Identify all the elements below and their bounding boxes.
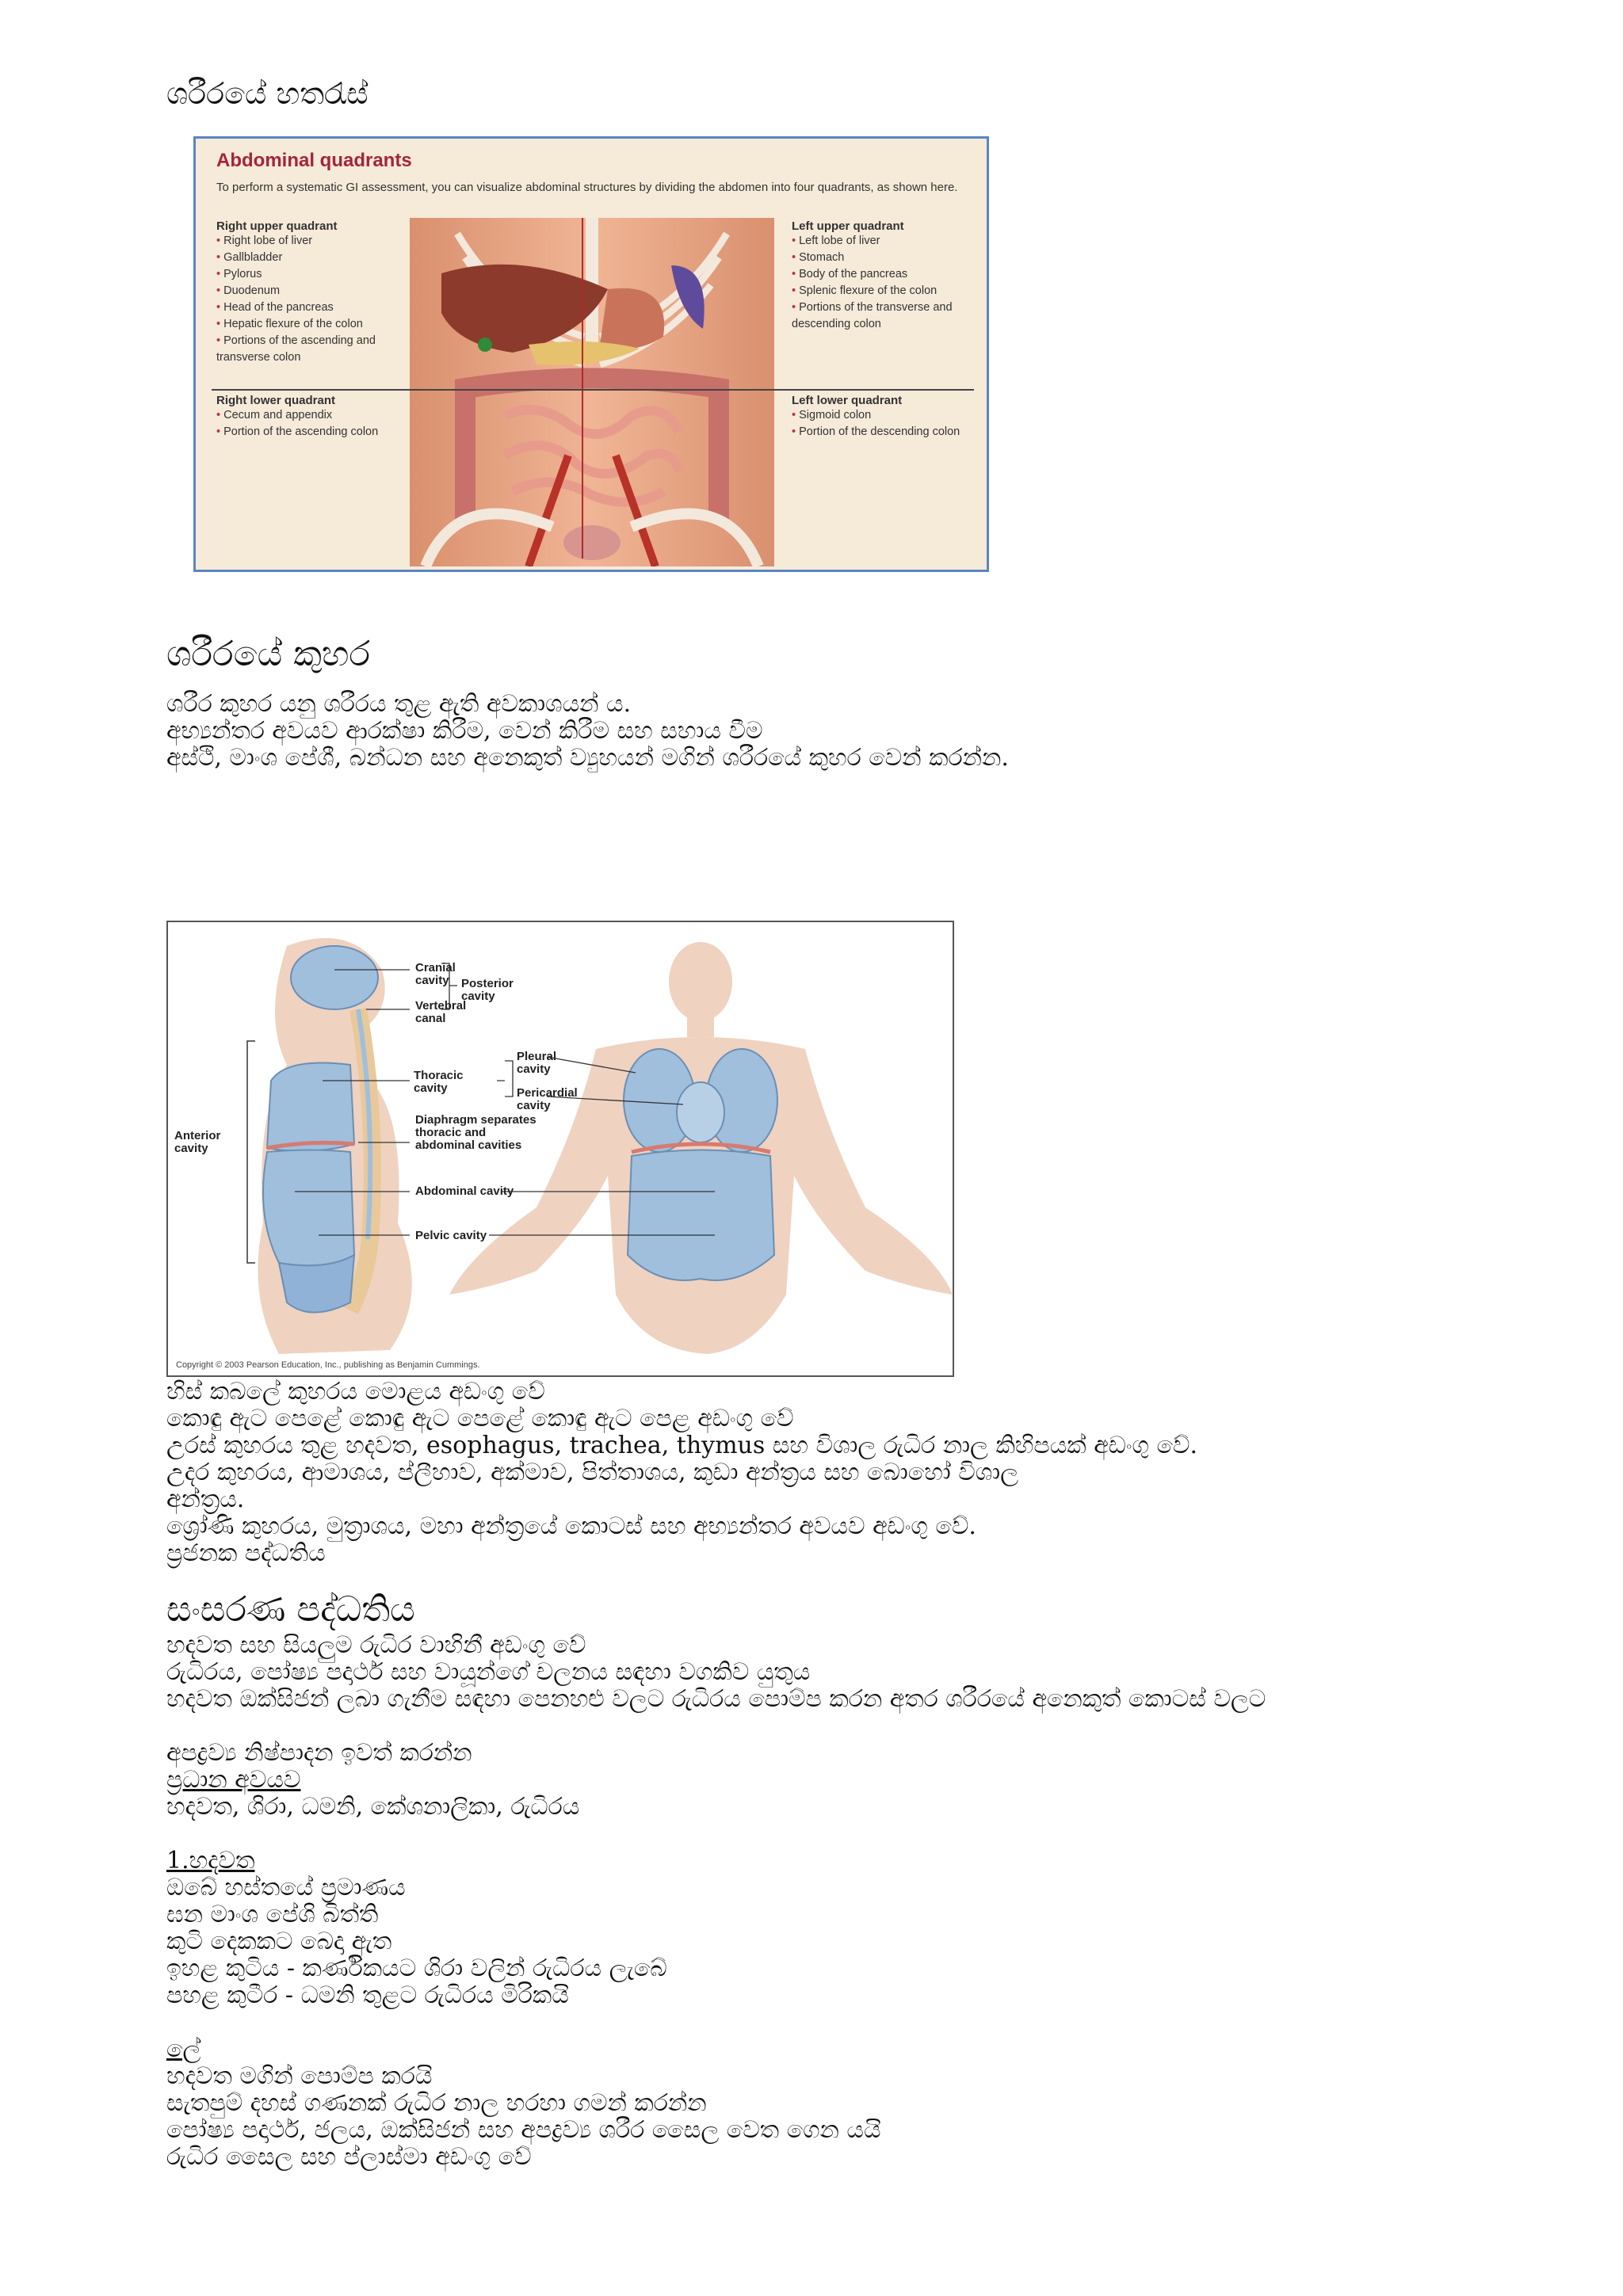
text-line: ඔබේ හස්තයේ ප්‍රමාණය — [166, 1874, 406, 1901]
text-line: හදවත ඔක්සිජන් ලබා ගැනීම සඳහා පෙනහළු වලට රුධිරය පොම්ප කරන අතර ශරීරයේ අනෙකුත් කොටස් වලට — [166, 1685, 1266, 1713]
quadrant-left-lower — [792, 394, 976, 441]
list-item: • Sigmoid colon — [792, 407, 976, 424]
list-item: • Portions of the transverse and descending colon — [792, 299, 976, 333]
figure-intro: To perform a systematic GI assessment, you can visualize abdominal structures by dividing the abdomen into four quadrants, as shown here. — [216, 181, 958, 194]
quadrant-heading: Right upper quadrant — [216, 219, 338, 233]
quadrant-list — [792, 233, 976, 333]
text-line: සැතපුම් දහස් ගණනක් රුධිර නාල හරහා ගමන් කරන්න — [166, 2089, 707, 2117]
text-line: අභ්‍යන්තර අවයව ආරක්ෂා කිරීම, වෙන් කිරීම සහ සහාය වීම — [166, 717, 763, 745]
label-vertebral: Vertebral canal — [415, 999, 467, 1025]
label-abdominal: Abdominal cavity — [415, 1184, 514, 1198]
thoracic-cavity-shape — [267, 1063, 354, 1152]
front-abdominal-shape — [628, 1150, 774, 1281]
text-line: රුධිරය, පෝෂ්‍ය පදාර්ථ සහ වායූන්ගේ චලනය සඳහා වගකිව යුතුය — [166, 1658, 811, 1686]
cavities-illustration — [168, 922, 953, 1374]
quadrant-heading: Left upper quadrant — [792, 219, 904, 233]
text-line: හිස් කබලේ කුහරය මොළය අඩංගු වේ — [166, 1378, 545, 1405]
list-item: • Hepatic flexure of the colon — [216, 316, 383, 333]
text-line: ප්‍රජනක පද්ධතිය — [166, 1539, 326, 1567]
body-cavities-figure — [166, 921, 954, 1377]
blood-heading: ලේ — [166, 2035, 201, 2063]
list-item: • Splenic flexure of the colon — [792, 283, 976, 299]
list-item: • Stomach — [792, 250, 976, 266]
quadrant-right-lower — [216, 394, 383, 441]
text-line: හදවත මගින් පොම්ප කරයි — [166, 2062, 433, 2090]
label-anterior: Anterior cavity — [174, 1129, 221, 1155]
label-cranial: Cranial cavity — [415, 961, 456, 987]
gallbladder — [478, 338, 492, 352]
label-pelvic: Pelvic cavity — [415, 1229, 487, 1242]
list-item: • Portions of the ascending and transverse colon — [216, 333, 383, 366]
figure-title: Abdominal quadrants — [216, 150, 412, 171]
text-line: පෝෂ්‍ය පදාර්ථ, ජලය, ඔක්සිජන් සහ අපද්‍රව්‍ය ශරීර සෛල වෙත ගෙන යයි — [166, 2116, 881, 2144]
text-line: ශ්‍රෝණි කුහරය, මුත්‍රාශය, මහා අන්ත්‍රයේ කොටස් සහ අභ්‍යන්තර අවයව අඩංගු වේ. — [166, 1512, 976, 1540]
text-line: උරස් කුහරය තුළ හදවත, esophagus, trachea, thymus සහ විශාල රුධිර නාල කිහිපයක් අඩංගු වේ. — [166, 1432, 1198, 1459]
cavities-body — [166, 1379, 1197, 1567]
abdominal-quadrants-figure — [193, 136, 989, 572]
list-item: • Pylorus — [216, 266, 383, 283]
label-diaphragm: Diaphragm separates thoracic and abdominal cavities — [415, 1113, 537, 1152]
heading-quadrants: ශරීරයේ හතරැස් — [166, 76, 369, 111]
list-item: • Head of the pancreas — [216, 299, 383, 316]
cavities-intro — [166, 691, 1009, 772]
label-pleural: Pleural cavity — [517, 1050, 557, 1076]
pericardial-shape — [677, 1082, 724, 1142]
quadrant-left-upper — [792, 219, 976, 333]
quadrant-list — [216, 233, 383, 366]
text-line: රුධිර සෛල සහ ප්ලාස්මා අඩංගු වේ — [166, 2143, 532, 2171]
torso-illustration — [410, 218, 774, 566]
vertical-divider — [582, 218, 583, 559]
heading-cavities: ශරීරයේ කුහර — [166, 634, 371, 674]
text-line: හදවත සහ සියලුම රුධිර වාහිනී අඩංගු වේ — [166, 1631, 586, 1659]
list-item: • Duodenum — [216, 283, 383, 299]
list-item: • Portion of the ascending colon — [216, 424, 383, 441]
label-pericardial: Pericardial cavity — [517, 1086, 578, 1112]
circulatory-text — [166, 1632, 1266, 2171]
quadrant-right-upper — [216, 219, 383, 366]
list-item: • Body of the pancreas — [792, 266, 976, 283]
text-line: කොඳු ඇට පෙළේ කොඳු ඇට පෙළේ කොඳු ඇට පෙළ අඩංගු වේ — [166, 1405, 794, 1432]
quadrant-list — [216, 407, 383, 441]
blank-line — [166, 1713, 1266, 1740]
label-thoracic: Thoracic cavity — [414, 1069, 464, 1095]
side-view-figure — [258, 938, 411, 1354]
text-line: ශරීර කුහර යනු ශරීරය තුළ ඇති අවකාශයන් ය. — [166, 690, 632, 718]
text-line: හදවත, ශිරා, ධමනි, කේශනාලිකා, රුධිරය — [166, 1793, 580, 1821]
bladder — [563, 525, 621, 560]
label-posterior: Posterior cavity — [461, 977, 514, 1003]
blank-line — [166, 1821, 1266, 1848]
list-item: • Left lobe of liver — [792, 233, 976, 250]
quadrant-heading: Left lower quadrant — [792, 394, 903, 407]
main-organs-heading: ප්‍රධාන අවයව — [166, 1766, 301, 1794]
copyright-text: Copyright © 2003 Pearson Education, Inc., publishing as Benjamin Cummings. — [176, 1360, 480, 1370]
list-item: • Portion of the descending colon — [792, 424, 976, 441]
abdominal-cavity-shape — [263, 1150, 354, 1266]
text-line: අන්ත්‍රය. — [166, 1486, 245, 1513]
text-line: අපද්‍රව්‍ය නිෂ්පාදන ඉවත් කරන්න — [166, 1739, 472, 1767]
text-line: උදර කුහරය, ආමාශය, ප්ලීහාව, අක්මාව, පිත්තාශය, කුඩා අන්ත්‍රය සහ බොහෝ විශාල — [166, 1459, 1019, 1486]
list-item: • Gallbladder — [216, 250, 383, 266]
horizontal-divider — [212, 389, 974, 391]
text-line: කුටි දෙකකට බෙදා ඇත — [166, 1928, 392, 1955]
quadrant-list — [792, 407, 976, 441]
heading-circulatory: සංසරණ පද්ධතිය — [166, 1589, 415, 1630]
list-item: • Right lobe of liver — [216, 233, 383, 250]
text-line: ඉහළ කුටිය - කර්ණිකයට ශිරා වලින් රුධිරය ලැබේ — [166, 1955, 667, 1982]
text-line: අස්ථි, මාංශ පේශී, බන්ධන සහ අනෙකුත් ව්‍යුහයන් මගින් ශරීරයේ කුහර වෙන් කරන්න. — [166, 744, 1009, 772]
cranial-cavity-shape — [291, 946, 378, 1009]
text-line: පහළ කුටීර - ධමනි තුළට රුධිරය මිරිකයි — [166, 1981, 569, 2009]
text-line: ඝන මාංශ පේශි බිත්ති — [166, 1901, 379, 1928]
heart-heading: 1.හදවත — [166, 1847, 255, 1875]
quadrant-heading: Right lower quadrant — [216, 394, 335, 407]
blank-line — [166, 2009, 1266, 2036]
list-item: • Cecum and appendix — [216, 407, 383, 424]
anterior-bracket — [247, 1041, 255, 1263]
